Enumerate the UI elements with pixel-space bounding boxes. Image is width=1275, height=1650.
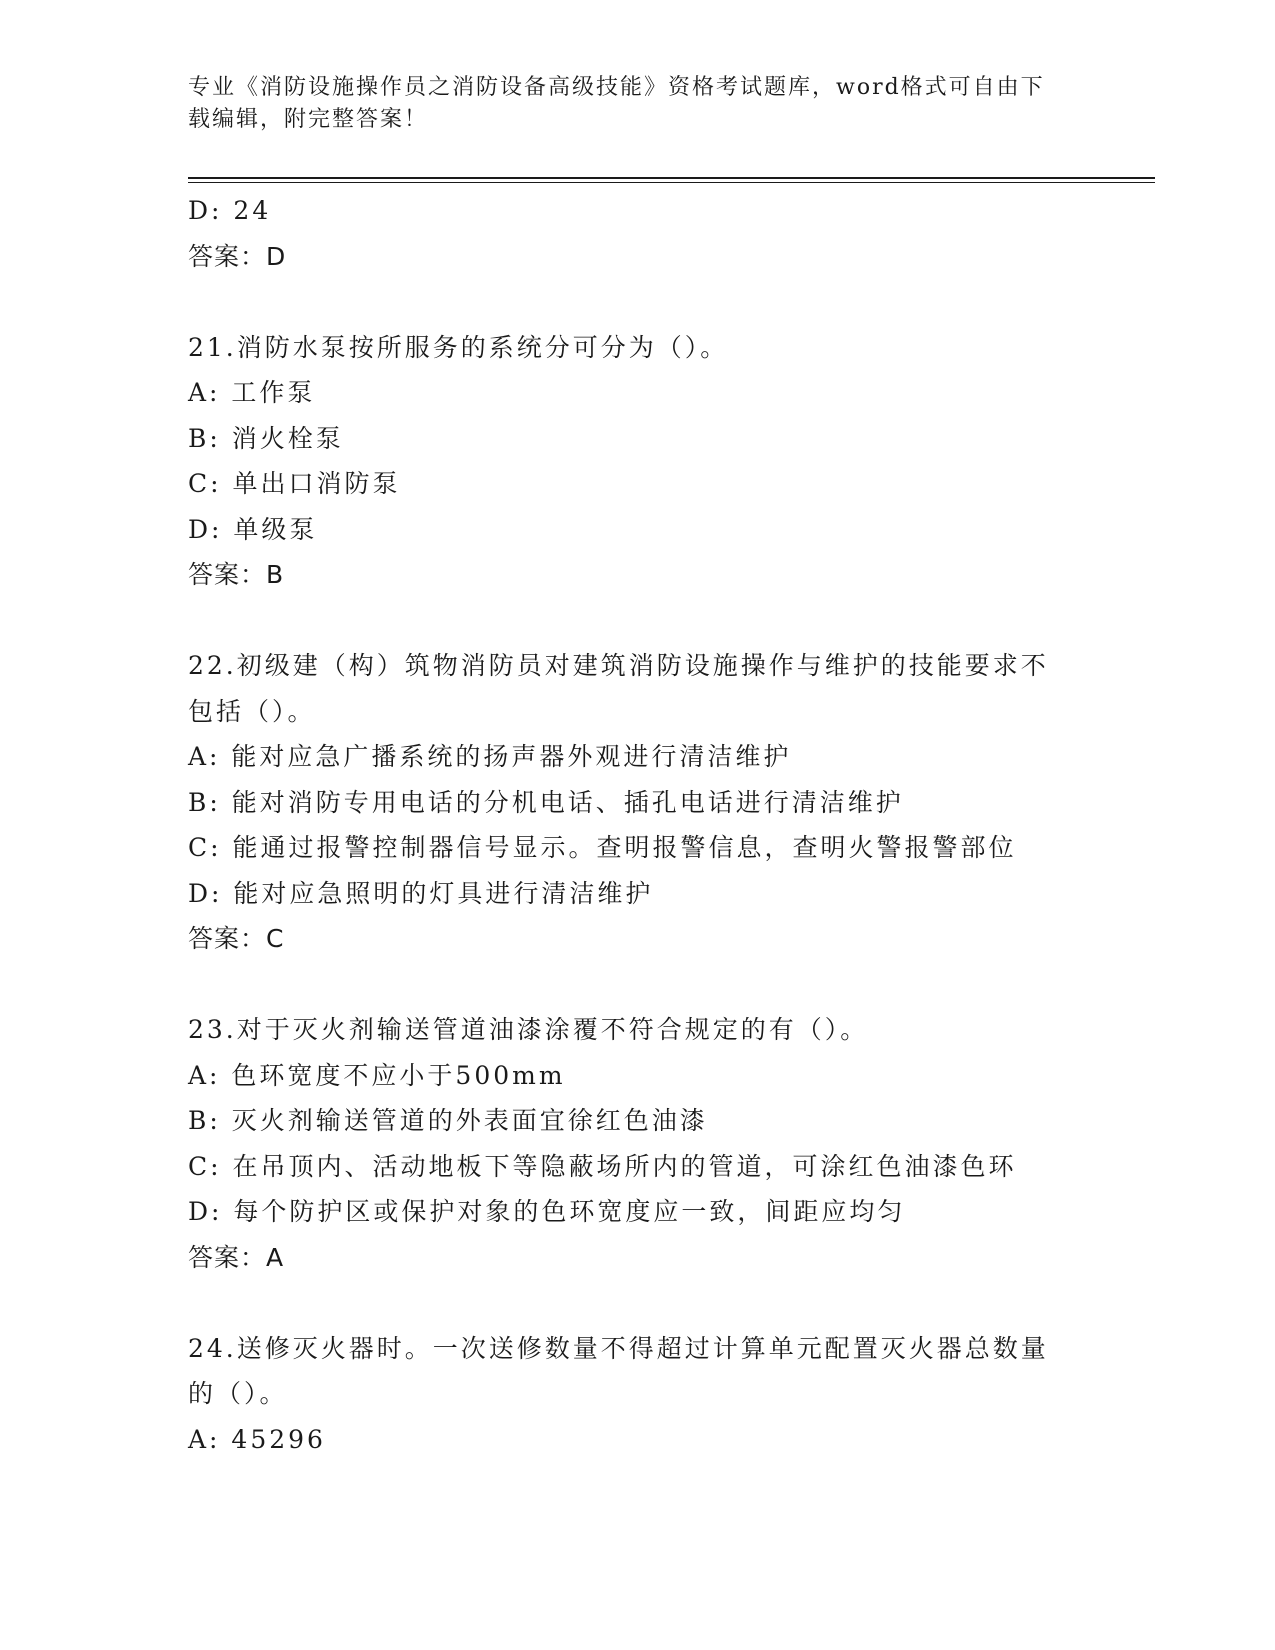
- question-text-continued: 包括（）。: [188, 696, 316, 726]
- option-d: D: 每个防护区或保护对象的色环宽度应一致，间距应均匀: [188, 1197, 906, 1226]
- option-b: B: 消火栓泵: [188, 423, 344, 453]
- question-text-continued: 的（）。: [188, 1379, 288, 1408]
- option-d: D: 单级泵: [188, 514, 318, 544]
- spacer: [188, 1281, 1088, 1326]
- question-21: [188, 325, 1088, 599]
- option-d: D: 24: [188, 196, 272, 225]
- question-text: 21.消防水泵按所服务的系统分可分为（）。: [188, 332, 729, 362]
- question-23: [188, 1007, 1088, 1281]
- spacer: [188, 280, 1088, 325]
- option-a: A: 色环宽度不应小于500mm: [188, 1060, 566, 1090]
- question-text: 23.对于灭火剂输送管道油漆涂覆不符合规定的有（）。: [188, 1015, 869, 1044]
- answer-line: 答案：B: [188, 560, 285, 589]
- question-22: [188, 643, 1088, 962]
- answer-line: 答案：A: [188, 1242, 285, 1272]
- question-text: 24.送修灭火器时。一次送修数量不得超过计算单元配置灭火器总数量: [188, 1333, 1049, 1363]
- header-rule-thin: [188, 182, 1155, 183]
- spacer: [188, 962, 1088, 1007]
- header-line-1: 专业《消防设施操作员之消防设备高级技能》资格考试题库，word格式可自由下: [188, 75, 1045, 100]
- header-line-2: 载编辑，附完整答案！: [188, 107, 429, 132]
- option-b: B: 灭火剂输送管道的外表面宜徐红色油漆: [188, 1106, 708, 1135]
- option-d: D: 能对应急照明的灯具进行清洁维护: [188, 878, 654, 908]
- option-c: C: 能通过报警控制器信号显示。查明报警信息，查明火警报警部位: [188, 833, 1017, 862]
- question-24: [188, 1326, 1088, 1463]
- option-a: A: 45296: [188, 1424, 326, 1454]
- answer-line: 答案：C: [188, 924, 285, 953]
- document-header: [188, 72, 1068, 136]
- option-c: C: 在吊顶内、活动地板下等隐蔽场所内的管道，可涂红色油漆色环: [188, 1151, 1017, 1181]
- option-b: B: 能对消防专用电话的分机电话、插孔电话进行清洁维护: [188, 787, 904, 817]
- answer-line: 答案：D: [188, 241, 287, 271]
- header-rule-thick: [188, 177, 1155, 179]
- spacer: [188, 598, 1088, 643]
- option-a: A: 能对应急广播系统的扬声器外观进行清洁维护: [188, 742, 792, 771]
- option-c: C: 单出口消防泵: [188, 469, 401, 498]
- document-body: [188, 188, 1088, 1462]
- option-a: A: 工作泵: [188, 378, 316, 407]
- question-text: 22.初级建（构）筑物消防员对建筑消防设施操作与维护的技能要求不: [188, 651, 1049, 680]
